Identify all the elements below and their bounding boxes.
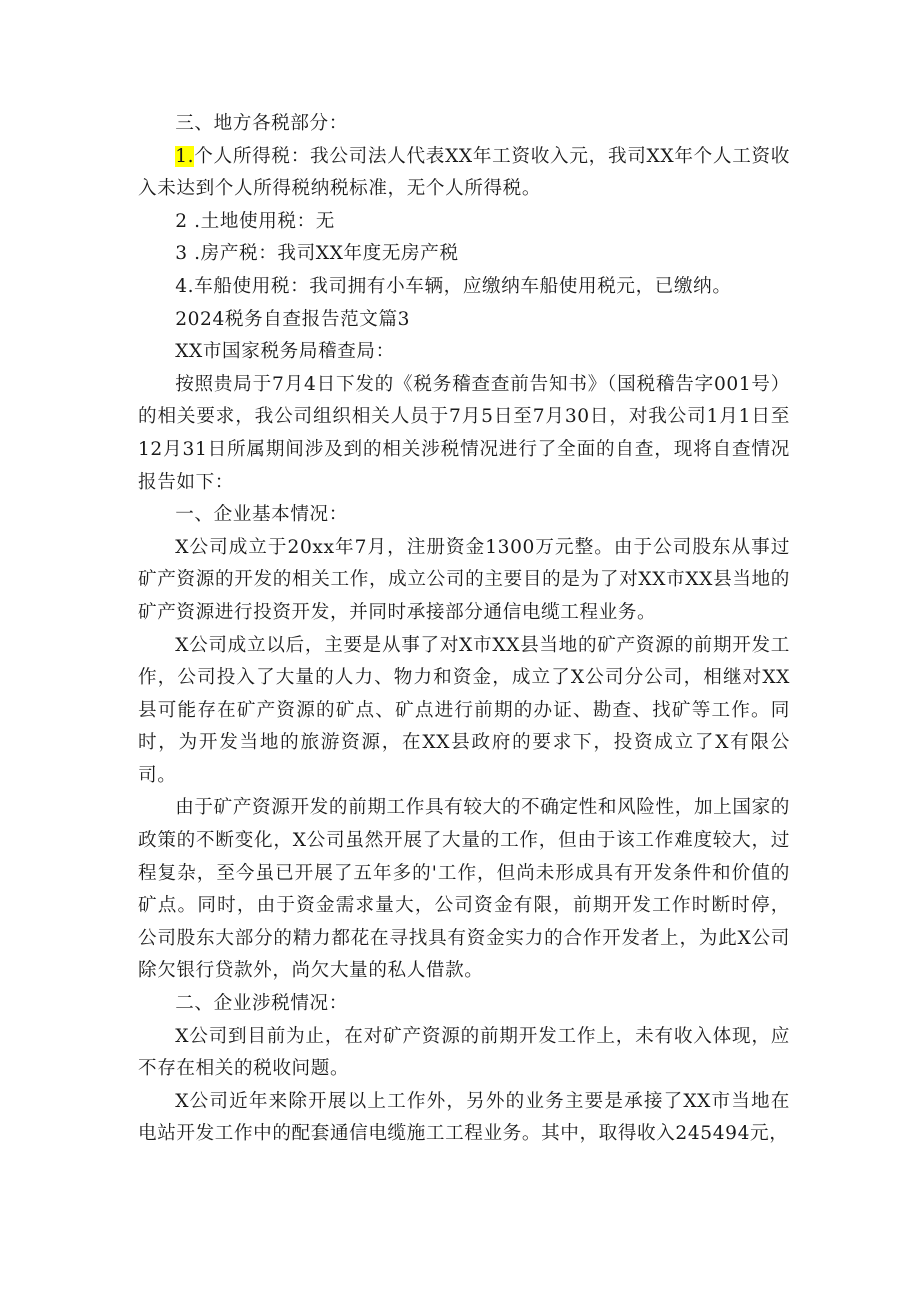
paragraph-text: 一、企业基本情况：	[175, 504, 348, 526]
paragraph-text: X公司成立于20xx年7月，注册资金1300万元整。由于公司股东从事过矿产资源的开发的相关工作，成立公司的主要目的是为了对XX市XX县当地的矿产资源进行投资开发，并同时承接部分通信电缆工程业务。	[138, 536, 790, 623]
salutation	[138, 336, 790, 369]
paragraph-text: 4.车船使用税：我司拥有小车辆，应缴纳车船使用税元，已缴纳。	[175, 275, 732, 297]
paragraph-land-use-tax	[138, 206, 790, 239]
paragraph-text: XX市国家税务局稽查局：	[175, 341, 395, 363]
paragraph-text: 3 .房产税：我司XX年度无房产税	[175, 243, 459, 265]
paragraph-text: 由于矿产资源开发的前期工作具有较大的不确定性和风险性，加上国家的政策的不断变化，X公司虽然开展了大量的工作，但由于该工作难度较大，过程复杂，至今虽已开展了五年多的'工作，但尚未形成具有开发条件和价值的矿点。同时，由于资金需求量大，公司资金有限，前期开发工作时断时停，公司股东大部分的精力都花在寻找具有资金实力的合作开发者上，为此X公司除欠银行贷款外，尚欠大量的私人借款。	[138, 797, 790, 982]
paragraph-text: X公司近年来除开展以上工作外，另外的业务主要是承接了XX市当地在电站开发工作中的配套通信电缆施工工程业务。其中，取得收入245494元，	[138, 1090, 790, 1145]
paragraph-company-activities	[138, 630, 790, 793]
document-body	[138, 108, 790, 1151]
paragraph-vehicle-tax	[138, 271, 790, 304]
paragraph-text: 三、地方各税部分：	[175, 113, 348, 134]
highlighted-number: 1.	[175, 145, 195, 167]
paragraph-no-revenue	[138, 1021, 790, 1086]
paragraph-cable-business	[138, 1086, 790, 1151]
section-heading-tax-situation	[138, 988, 790, 1021]
paragraph-text: 个人所得税：我公司法人代表XX年工资收入元，我司XX年个人工资收入未达到个人所得税纳税标准，无个人所得税。	[138, 145, 790, 200]
paragraph-personal-income-tax	[138, 141, 790, 206]
article-title	[138, 304, 790, 337]
paragraph-intro	[138, 369, 790, 499]
paragraph-text: 2024税务自查报告范文篇3	[175, 308, 411, 330]
section-heading-company-overview	[138, 499, 790, 532]
paragraph-risk	[138, 792, 790, 988]
paragraph-property-tax	[138, 238, 790, 271]
paragraph-text: 二、企业涉税情况：	[175, 993, 348, 1015]
section-heading-local-taxes	[138, 108, 790, 141]
paragraph-text: 按照贵局于7月4日下发的《税务稽查查前告知书》（国税稽告字001号）的相关要求，我公司组织相关人员于7月5日至7月30日，对我公司1月1日至12月31日所属期间涉及到的相关涉税情况进行了全面的自查，现将自查情况报告如下：	[138, 373, 790, 493]
paragraph-text: 2 .土地使用税：无	[175, 210, 335, 232]
paragraph-text: X公司成立以后，主要是从事了对X市XX县当地的矿产资源的前期开发工作，公司投入了大量的人力、物力和资金，成立了X公司分公司，相继对XX县可能存在矿产资源的矿点、矿点进行前期的办证、勘查、找矿等工作。同时，为开发当地的旅游资源，在XX县政府的要求下，投资成立了X有限公司。	[138, 634, 790, 786]
paragraph-company-founding	[138, 532, 790, 630]
paragraph-text: X公司到目前为止，在对矿产资源的前期开发工作上，未有收入体现，应不存在相关的税收问题。	[138, 1025, 790, 1080]
